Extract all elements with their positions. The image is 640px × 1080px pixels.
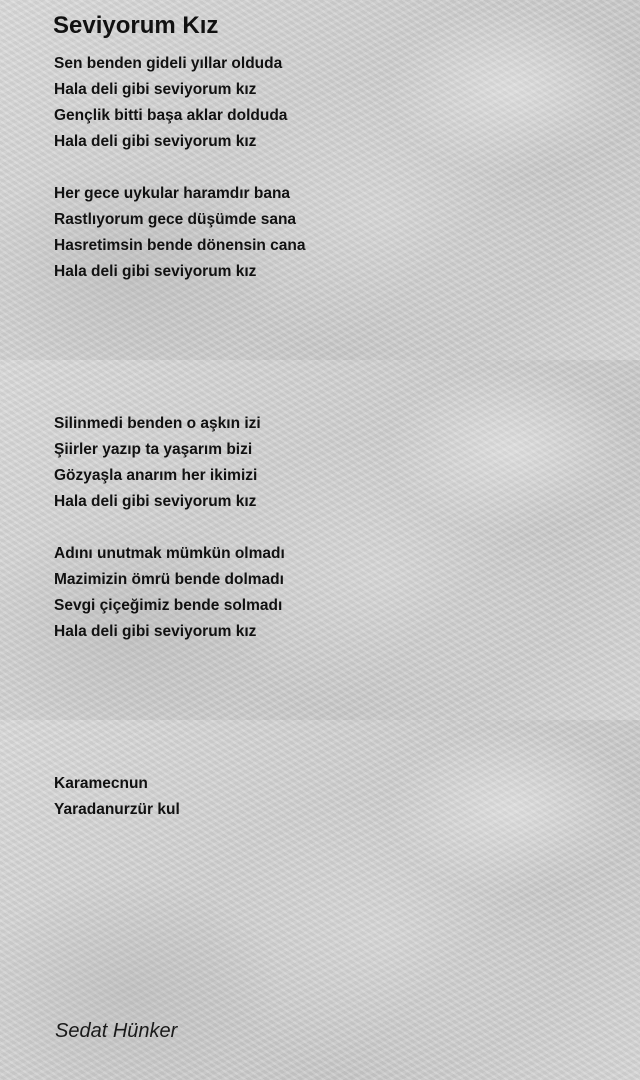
poem-line: Gözyaşla anarım her ikimizi — [54, 467, 258, 484]
stanza-4 — [54, 541, 285, 645]
poem-line: Hala deli gibi seviyorum kız — [54, 263, 257, 280]
stanza-2 — [54, 181, 306, 285]
poem-line: Hala deli gibi seviyorum kız — [54, 81, 257, 98]
poem-line: Hala deli gibi seviyorum kız — [54, 493, 257, 510]
poem-line: Her gece uykular haramdır bana — [54, 185, 291, 202]
poem-panel-2 — [0, 360, 640, 720]
poem-line: Karamecnun — [54, 775, 148, 792]
poem-panel-3 — [0, 720, 640, 1080]
poem-line: Rastlıyorum gece düşümde sana — [54, 211, 297, 228]
poem-line: Hasretimsin bende dönensin cana — [54, 237, 306, 254]
poem-line: Yaradanurzür kul — [54, 801, 180, 818]
poem-line: Gençlik bitti başa aklar dolduda — [54, 107, 288, 124]
stanza-3 — [54, 411, 261, 515]
poem-line: Şiirler yazıp ta yaşarım bizi — [54, 441, 253, 458]
poem-line: Hala deli gibi seviyorum kız — [54, 133, 257, 150]
poem-author: Sedat Hünker — [55, 1020, 178, 1042]
poem-line: Adını unutmak mümkün olmadı — [54, 545, 285, 562]
poem-panel-1 — [0, 0, 640, 360]
poem-line: Mazimizin ömrü bende dolmadı — [54, 571, 284, 588]
poem-line: Sen benden gideli yıllar olduda — [54, 55, 283, 72]
poem-line: Sevgi çiçeğimiz bende solmadı — [54, 597, 283, 614]
stanza-5 — [54, 771, 180, 823]
poem-title: Seviyorum Kız — [53, 12, 219, 39]
stanza-1 — [54, 51, 287, 155]
poem-line: Hala deli gibi seviyorum kız — [54, 623, 257, 640]
poem-line: Silinmedi benden o aşkın izi — [54, 415, 261, 432]
